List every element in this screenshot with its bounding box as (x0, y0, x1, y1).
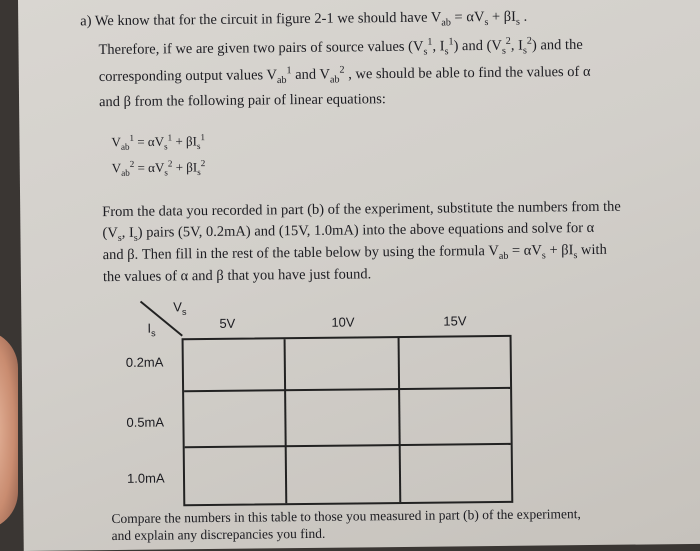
intro-line-4: and β from the following pair of linear equations: (98, 91, 386, 111)
instruction-line-3: and β. Then fill in the rest of the table below by using the formula $V_{ab} = \alpha V_s + \beta I_s$ with (102, 241, 607, 264)
instruction-line-1: From the data you recorded in part (b) of the experiment, substitute the numbers from the (102, 198, 621, 221)
is-header: $I_s$ (147, 320, 156, 339)
equation-2: $V_{ab}^2 = \alpha V_s^2 + \beta I_s^2$ (111, 158, 206, 178)
row-header-0-5ma: 0.5mA (126, 414, 165, 430)
intro-line-1: a) We know that for the circuit in figure 2-1 we should have $V_{ab} = \alpha V_s + \beta I_s$ . (80, 8, 528, 30)
worksheet-page (18, 0, 700, 551)
row-header-1-0ma: 1.0mA (126, 470, 165, 486)
column-header-15v: 15V (443, 313, 467, 329)
thumb-finger (0, 330, 18, 530)
column-header-5v: 5V (219, 315, 236, 331)
column-header-10v: 10V (331, 314, 355, 330)
row-header-0-2ma: 0.2mA (125, 354, 164, 370)
footer-line-1: Compare the numbers in this table to those you measured in part (b) of the experiment, (111, 506, 581, 527)
footer-line-2: and explain any discrepancies you find. (111, 525, 326, 544)
intro-line-2: Therefore, if we are given two pairs of source values ($V_s^1$, $I_s^1$) and ($V_s^2$, $I_s^2$) and the (98, 35, 583, 58)
table-corner-header (133, 298, 193, 341)
intro-line-3: corresponding output values $V_{ab}^1$ and $V_{ab}^2$ , we should be able to find the values of α (98, 63, 591, 87)
instruction-line-2: ($V_s$, $I_s$) pairs (5V, 0.2mA) and (15V, 1.0mA) into the above equations and solve for α (102, 219, 595, 244)
equation-1: $V_{ab}^1 = \alpha V_s^1 + \beta I_s^1$ (111, 132, 206, 152)
instruction-line-4: the values of α and β that you have just found. (102, 266, 372, 286)
data-table (121, 294, 623, 509)
table-grid (182, 335, 514, 506)
vs-header: $V_s$ (173, 299, 187, 317)
